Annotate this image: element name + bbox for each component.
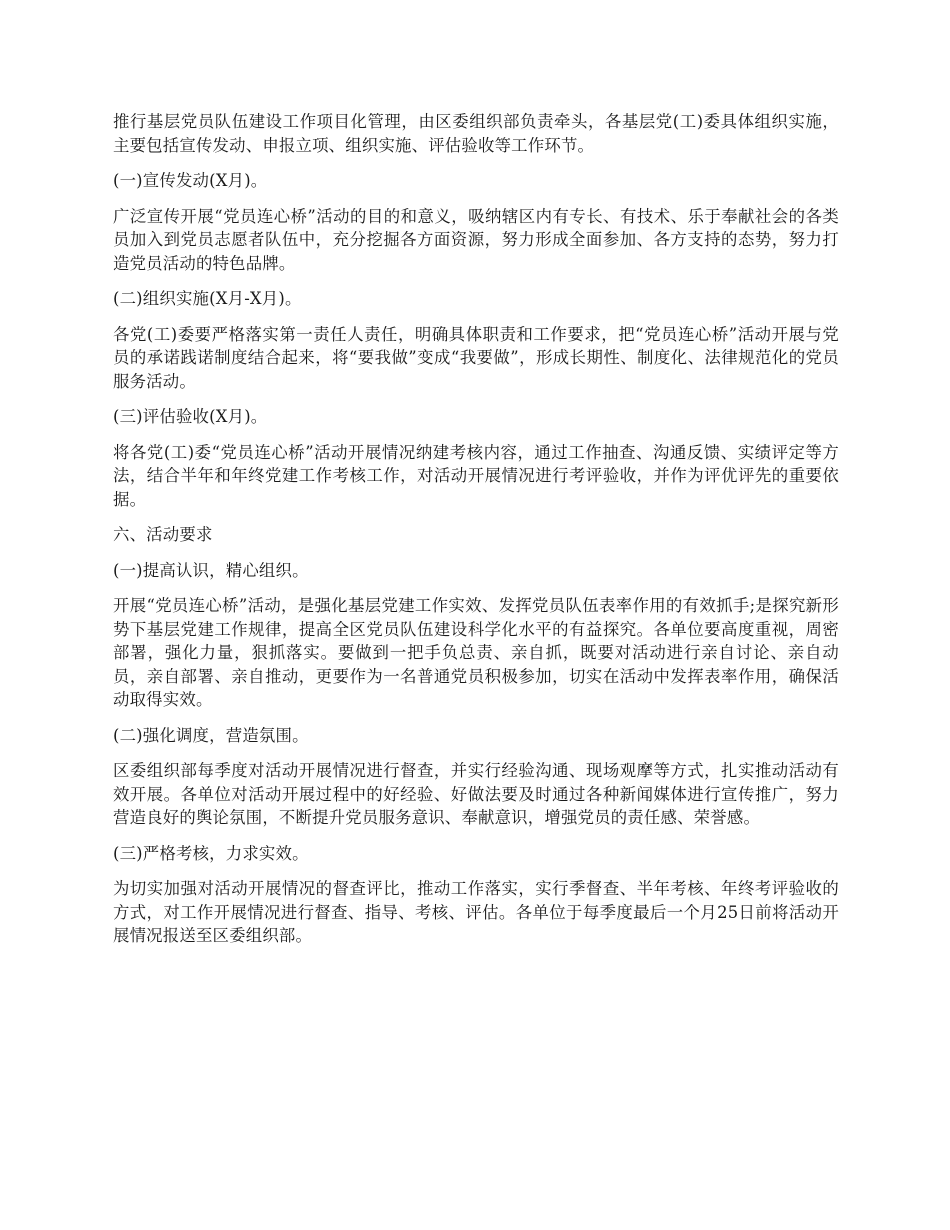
paragraph-implementation: 各党(工)委要严格落实第一责任人责任，明确具体职责和工作要求，把“党员连心桥”活动开展与党员的承诺践诺制度结合起来，将“要我做”变成“我要做”，形成长期性、制度化、法律规范化的党员服务活动。 — [113, 324, 839, 391]
paragraph-intro: 推行基层党员队伍建设工作项目化管理，由区委组织部负责牵头，各基层党(工)委具体组织实施，主要包括宣传发动、申报立项、组织实施、评估验收等工作环节。 — [113, 112, 839, 155]
heading-publicity: (一)宣传发动(X月)。 — [113, 171, 268, 190]
heading-awareness: (一)提高认识，精心组织。 — [113, 560, 309, 580]
section-heading-requirements: 六、活动要求 — [113, 525, 213, 544]
heading-assessment: (三)严格考核，力求实效。 — [113, 843, 309, 863]
paragraph-evaluation: 将各党(工)委“党员连心桥”活动开展情况纳建考核内容，通过工作抽查、沟通反馈、实绩评定等方法，结合半年和年终党建工作考核工作，对活动开展情况进行考评验收，并作为评优评先的重要依据。 — [113, 442, 839, 509]
heading-coordination: (二)强化调度，营造氛围。 — [113, 725, 309, 745]
paragraph-coordination: 区委组织部每季度对活动开展情况进行督查，并实行经验沟通、现场观摩等方式，扎实推动活动有效开展。各单位对活动开展过程中的好经验、好做法要及时通过各种新闻媒体进行宣传推广，努力营造良好的舆论氛围，不断提升党员服务意识、奉献意识，增强党员的责任感、荣誉感。 — [113, 761, 839, 827]
document-body — [113, 110, 839, 960]
paragraph-awareness: 开展“党员连心桥”活动，是强化基层党建工作实效、发挥党员队伍表率作用的有效抓手;是探究新形势下基层党建工作规律，提高全区党员队伍建设科学化水平的有益探究。各单位要高度重视，周密部署，强化力量，狠抓落实。要做到一把手负总责、亲自抓，既要对活动进行亲自讨论、亲自动员，亲自部署、亲自推动，更要作为一名普通党员积极参加，切实在活动中发挥表率作用，确保活动取得实效。 — [113, 596, 839, 709]
heading-implementation: (二)组织实施(X月-X月)。 — [113, 289, 302, 308]
paragraph-publicity: 广泛宣传开展“党员连心桥”活动的目的和意义，吸纳辖区内有专长、有技术、乐于奉献社会的各类员加入到党员志愿者队伍中，充分挖掘各方面资源，努力形成全面参加、各方支持的态势，努力打造党员活动的特色品牌。 — [113, 206, 839, 273]
heading-evaluation: (三)评估验收(X月)。 — [113, 407, 268, 426]
paragraph-assessment: 为切实加强对活动开展情况的督查评比，推动工作落实，实行季督查、半年考核、年终考评验收的方式，对工作开展情况进行督查、指导、考核、评估。各单位于每季度最后一个月25日前将活动开展情况报送至区委组织部。 — [113, 879, 839, 945]
